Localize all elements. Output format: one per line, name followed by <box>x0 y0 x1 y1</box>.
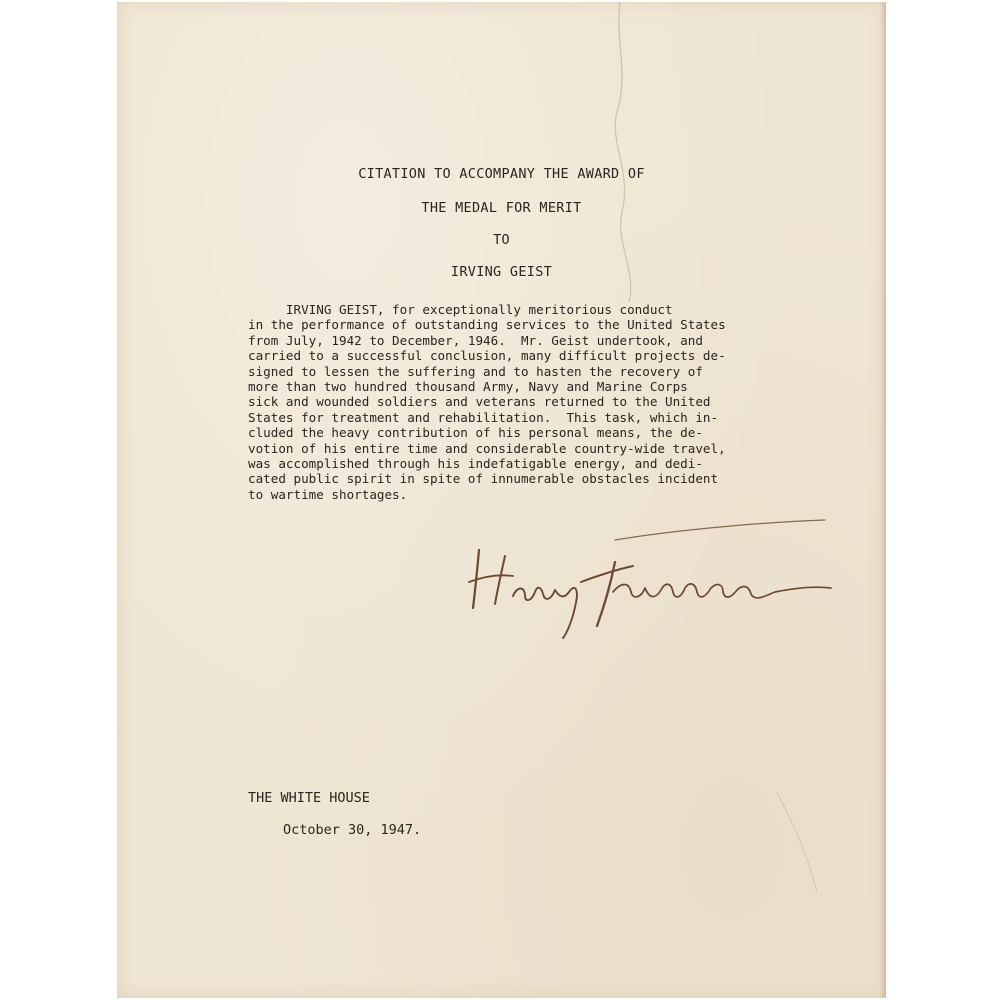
citation-body-line: IRVING GEIST, for exceptionally meritorious conduct <box>248 302 673 317</box>
citation-body-line: more than two hundred thousand Army, Navy and Marine Corps <box>248 379 688 395</box>
citation-title: CITATION TO ACCOMPANY THE AWARD OF <box>358 166 645 182</box>
date-line: October 30, 1947. <box>283 822 422 838</box>
citation-body <box>248 302 768 502</box>
handwritten-signature <box>465 512 835 642</box>
citation-body-line: States for treatment and rehabilitation. This task, which in- <box>248 409 719 425</box>
citation-body-line: to wartime shortages. <box>248 486 408 502</box>
citation-body-line: was accomplished through his indefatigable energy, and dedi- <box>248 456 703 472</box>
place-line: THE WHITE HOUSE <box>248 790 370 806</box>
citation-document <box>117 2 886 998</box>
recipient-name: IRVING GEIST <box>450 264 553 280</box>
citation-body-line: votion of his entire time and considerable country-wide travel, <box>248 440 726 456</box>
medal-name: THE MEDAL FOR MERIT <box>421 200 582 216</box>
citation-body-line: from July, 1942 to December, 1946. Mr. Geist undertook, and <box>248 332 703 348</box>
paper-edge <box>880 2 886 998</box>
citation-body-line: signed to lessen the suffering and to hasten the recovery of <box>248 363 703 379</box>
citation-body-line: carried to a successful conclusion, many difficult projects de- <box>248 348 726 364</box>
citation-body-line: cated public spirit in spite of innumerable obstacles incident <box>248 471 719 487</box>
heading-to: TO <box>493 232 510 248</box>
citation-body-line: sick and wounded soldiers and veterans returned to the United <box>248 394 711 410</box>
citation-body-line: in the performance of outstanding services to the United States <box>248 317 726 333</box>
citation-body-line: cluded the heavy contribution of his personal means, the de- <box>248 425 703 441</box>
